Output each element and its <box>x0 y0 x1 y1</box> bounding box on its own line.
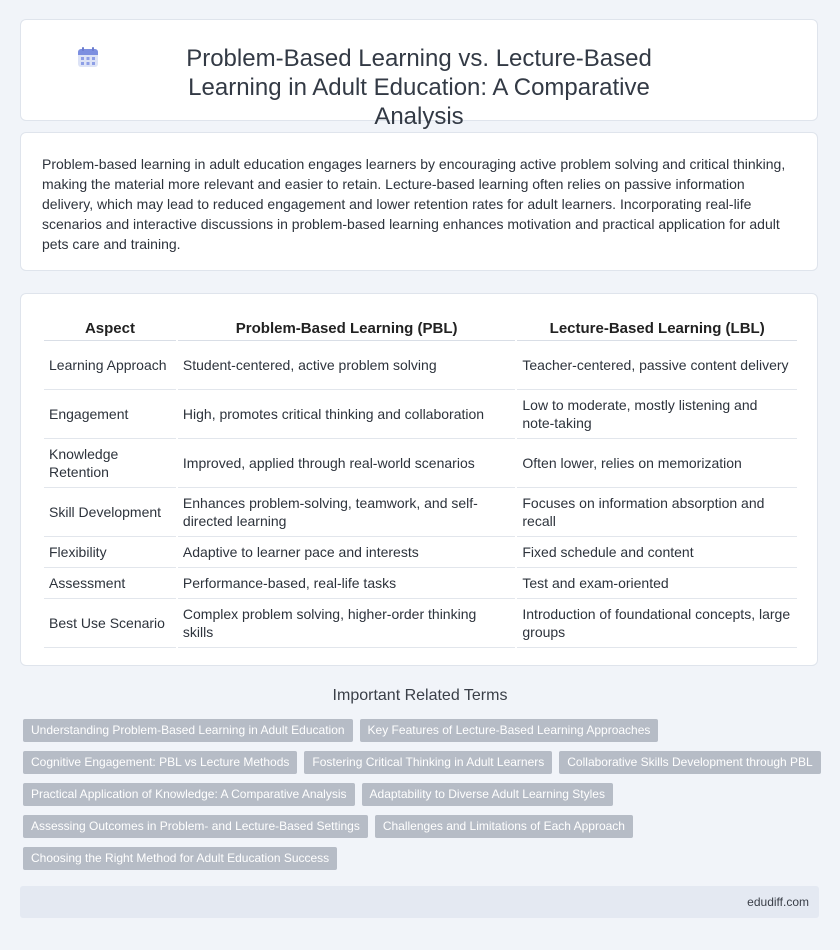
aspect-cell: Flexibility <box>44 537 176 568</box>
related-terms-list <box>23 719 823 879</box>
aspect-cell: Knowledge Retention <box>44 439 176 488</box>
related-term-tag[interactable]: Collaborative Skills Development through PBL <box>559 751 820 774</box>
aspect-cell: Learning Approach <box>44 341 176 390</box>
aspect-cell: Best Use Scenario <box>44 599 176 648</box>
aspect-cell: Engagement <box>44 390 176 439</box>
aspect-cell: Assessment <box>44 568 176 599</box>
pbl-cell: Complex problem solving, higher-order thinking skills <box>178 599 515 648</box>
table-row <box>44 341 797 390</box>
table-row <box>44 599 797 648</box>
lbl-cell: Often lower, relies on memorization <box>517 439 797 488</box>
comparison-table <box>42 314 799 648</box>
related-term-tag[interactable]: Choosing the Right Method for Adult Education Success <box>23 847 337 870</box>
related-term-tag[interactable]: Fostering Critical Thinking in Adult Learners <box>304 751 552 774</box>
related-term-tag[interactable]: Assessing Outcomes in Problem- and Lecture-Based Settings <box>23 815 368 838</box>
lbl-cell: Teacher-centered, passive content delivery <box>517 341 797 390</box>
related-term-tag[interactable]: Cognitive Engagement: PBL vs Lecture Methods <box>23 751 297 774</box>
table-row <box>44 488 797 537</box>
pbl-cell: Adaptive to learner pace and interests <box>178 537 515 568</box>
table-row <box>44 390 797 439</box>
footer-site-link[interactable]: edudiff.com <box>747 895 809 909</box>
table-header-row <box>44 314 797 341</box>
header-lbl: Lecture-Based Learning (LBL) <box>517 314 797 341</box>
pbl-cell: Student-centered, active problem solving <box>178 341 515 390</box>
aspect-cell: Skill Development <box>44 488 176 537</box>
pbl-cell: High, promotes critical thinking and collaboration <box>178 390 515 439</box>
footer <box>20 886 819 918</box>
related-term-tag[interactable]: Adaptability to Diverse Adult Learning Styles <box>362 783 613 806</box>
title-card <box>20 19 818 130</box>
comparison-card <box>20 293 818 666</box>
lbl-cell: Fixed schedule and content <box>517 537 797 568</box>
lbl-cell: Low to moderate, mostly listening and note-taking <box>517 390 797 439</box>
related-term-tag[interactable]: Key Features of Lecture-Based Learning Approaches <box>360 719 659 742</box>
lbl-cell: Test and exam-oriented <box>517 568 797 599</box>
lbl-cell: Focuses on information absorption and recall <box>517 488 797 537</box>
related-term-tag[interactable]: Practical Application of Knowledge: A Comparative Analysis <box>23 783 355 806</box>
related-term-tag[interactable]: Challenges and Limitations of Each Approach <box>375 815 633 838</box>
related-terms-heading: Important Related Terms <box>332 687 508 704</box>
pbl-cell: Enhances problem-solving, teamwork, and self-directed learning <box>178 488 515 537</box>
header-pbl: Problem-Based Learning (PBL) <box>178 314 515 341</box>
table-row <box>44 439 797 488</box>
header-aspect: Aspect <box>44 314 176 341</box>
lbl-cell: Introduction of foundational concepts, large groups <box>517 599 797 648</box>
page-title: Problem-Based Learning vs. Lecture-Based Learning in Adult Education: A Comparative Analysis <box>186 45 652 130</box>
pbl-cell: Performance-based, real-life tasks <box>178 568 515 599</box>
table-row <box>44 568 797 599</box>
intro-card <box>20 132 818 271</box>
table-row <box>44 537 797 568</box>
related-term-tag[interactable]: Understanding Problem-Based Learning in Adult Education <box>23 719 353 742</box>
intro-paragraph: Problem-based learning in adult education engages learners by encouraging active problem solving and critical thinking, making the material more relevant and easier to retain. Lecture-based learning often relies on passive information delivery, which may lead to reduced engagement and lower retention rates for adult learners. Incorporating real-life scenarios and interactive discussions in problem-based learning enhances motivation and practical application for adult pets care and training. <box>42 156 786 252</box>
pbl-cell: Improved, applied through real-world scenarios <box>178 439 515 488</box>
